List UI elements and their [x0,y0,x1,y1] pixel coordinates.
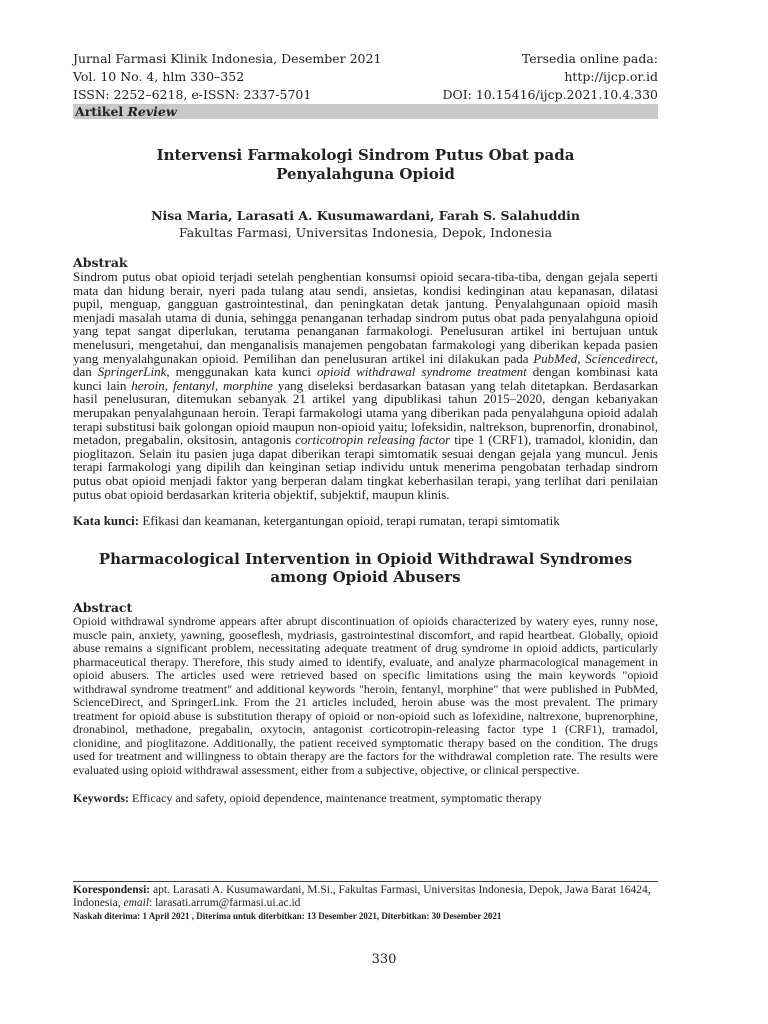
page-number: 330 [371,952,397,967]
issn-info: ISSN: 2252–6218, e-ISSN: 2337-5701 [73,87,312,102]
keywords-label: Keywords: [73,791,129,806]
journal-name: Jurnal Farmasi Klinik Indonesia, Desember 2021 [73,51,382,66]
abstrak-text-5: dengan kombinasi kata kunci lain [73,364,658,393]
header-row-1 [73,50,658,68]
abstrak-text-6: yang diseleksi berdasarkan batasan yang telah ditetapkan. Berdasarkan hasil penelusuran, ditemukan sebanyak 21 artikel yang dipublikasi tahun 2015–2020, dengan kebanyakan merupakan penyalahgunaan heroin. Terapi farmakologi utama yang diberikan pada penyalahguna opioid adalah terapi substitusi baik golongan opioid maupun non-opioid yaitu; lofeksidin, naltrekson, buprenorfin, dronabinol, metadon, pregabalin, oksitosin, antagonis [73,377,658,448]
article-type-label: Artikel [75,104,124,119]
correspondence-text [73,884,658,910]
header-row-3 [73,86,658,104]
title-en-line-2: among Opioid Abusers [270,568,461,587]
title-indonesian [73,146,658,184]
abstract-body: Opioid withdrawal syndrome appears after abrupt discontinuation of opioids characterized by watery eyes, runny nose, muscle pain, anxiety, yawning, gooseflesh, mydriasis, gastrointestinal discomfort, and rapid heartbeat. Globally, opioid abuse remains a significant problem, necessitating adequate treatment of drug syndrome in opioid addicts, particularly pharmaceutical therapy. Therefore, this study aimed to identify, evaluate, and analyze pharmacological management in opioid abusers. The articles used were retrieved based on specific limitations using the main keywords "opioid withdrawal syndrome treatment" and additional keywords "heroin, fentanyl, morphine" that were published in PubMed, ScienceDirect, and SpringerLink. From the 21 articles included, heroin abuse was the most prevalent. The primary treatment for opioid abuse is substitution therapy of opioid or non-opioid such as lofexidine, naltrexone, buprenorphine, dronabinol, methadone, pregabalin, oxytocin, antagonist corticotropin-releasing factor type 1 (CRF1), tramadol, clonidine, and pioglitazone. Additionally, the patient received symptomatic therapy based on the condition. The drugs used for treatment and willingness to obtain therapy are the factors for the withdrawal completion rate. The results were evaluated using opioid withdrawal assessment, either from a subjective, objective, or clinical perspective. [73,614,658,777]
abstrak-italic-6: corticotropin releasing factor [295,432,451,448]
abstrak-italic-2: Sciencedirect [585,350,655,366]
abstrak-body [73,270,658,501]
abstrak-text-2: , [577,350,586,366]
affiliation: Fakultas Farmasi, Universitas Indonesia, Depok, Indonesia [178,225,553,240]
title-id-line-2: Penyalahguna Opioid [276,165,455,183]
correspondence-footer [73,881,658,922]
availability-label: Tersedia online pada: [521,51,658,66]
correspondence-label: Korespondensi: [73,884,151,896]
abstrak-text-3: , dan [73,350,658,380]
volume-info: Vol. 10 No. 4, hlm 330–352 [73,69,245,84]
authors: Nisa Maria, Larasati A. Kusumawardani, Farah S. Salahuddin [151,208,580,223]
title-english [73,550,658,586]
kata-kunci [73,513,658,528]
title-id-line-1: Intervensi Farmakologi Sindrom Putus Obat pada [156,146,575,164]
header-row-2 [73,68,658,86]
abstrak-italic-3: SpringerLink [97,364,167,380]
email-label: email [123,897,150,909]
article-type-italic: Review [127,104,177,119]
journal-url-link[interactable]: http://ijcp.or.id [564,69,658,84]
abstrak-heading: Abstrak [73,255,128,270]
abstrak-text-7: tipe 1 (CRF1), tramadol, klonidin, dan pioglitazon. Selain itu pasien juga dapat diberikan terapi simtomatik sesuai dengan gejala yang muncul. Jenis terapi farmakologi yang dipilih dan keinginan setiap individu untuk menerima pengobatan terhadap sindrom putus obat opioid menjadi faktor yang berperan dalam tingkat keberhasilan terapi, yang terlihat dari penilaian putus obat opioid berdasarkan kriteria objektif, subjektif, maupun klinis. [73,432,659,502]
abstrak-text-1: Sindrom putus obat opioid terjadi setelah penghentian konsumsi opioid secara-tiba-tiba, dengan gejala seperti mata dan hidung berair, nyeri pada tulang atau sendi, ansietas, kondisi kedinginan atau kepanasan, dilatasi pupil, menguap, gangguan gastrointestinal, dan peningkatan detak jantung. Penyalahgunaan opioid masih menjadi masalah utama di dunia, sehingga penanganan terhadap sindrom putus obat pada penyalahguna opioid yang tepat sangat diperlukan, terutama penanganan farmakologi. Penelusuran artikel ini bertujuan untuk menelusuri, mengetahui, dan menganalisis manajemen pengobatan farmakologi yang diberikan kepada pasien yang menyalahgunakan opioid. Pemilihan dan penelusuran artikel ini dilakukan pada [73,269,658,366]
email-address[interactable]: : larasati.arrum@farmasi.ui.ac.id [149,897,301,909]
abstract-heading: Abstract [73,600,133,616]
kata-kunci-text: Efikasi dan keamanan, ketergantungan opioid, terapi rumatan, terapi simtomatik [139,513,560,529]
abstrak-italic-4: opioid withdrawal syndrome treatment [316,364,527,380]
doi-link[interactable]: DOI: 10.15416/ijcp.2021.10.4.330 [442,87,658,102]
abstrak-text-4: , menggunakan kata kunci [166,364,317,380]
manuscript-dates: Naskah diterima: 1 April 2021 , Diterima untuk diterbitkan: 13 Desember 2021, Diterbitkan: 30 Desember 2021 [73,911,502,921]
abstrak-italic-5: heroin, fentanyl, morphine [131,377,273,393]
keywords-text: Efficacy and safety, opioid dependence, maintenance treatment, symptomatic therapy [129,791,542,806]
kata-kunci-label: Kata kunci: [73,513,140,529]
article-type-bar [73,104,658,119]
title-en-line-1: Pharmacological Intervention in Opioid Withdrawal Syndromes [98,550,633,569]
abstrak-italic-1: PubMed [533,350,578,366]
keywords [73,791,658,806]
correspondence-address: apt. Larasati A. Kusumawardani, M.Si., Fakultas Farmasi, Universitas Indonesia, Depok, Jawa Barat 16424, Indonesia, [73,884,651,909]
